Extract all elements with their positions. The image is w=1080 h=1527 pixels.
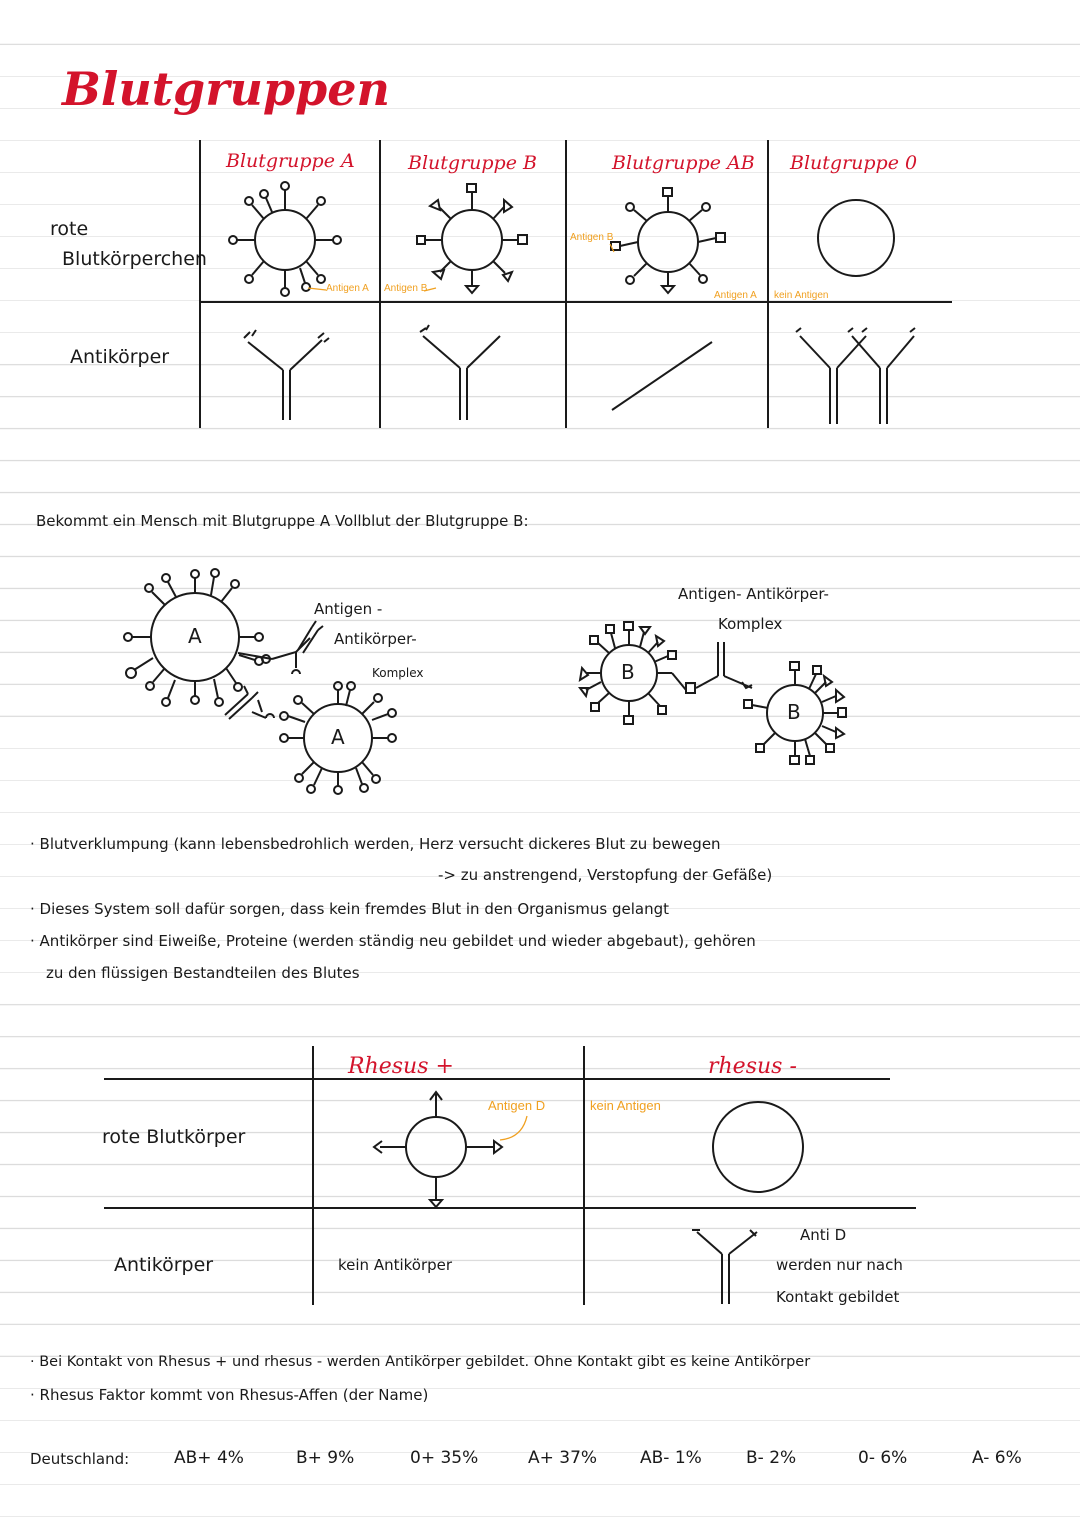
annotation-antigen-d: Antigen D [488, 1098, 546, 1113]
germany-item: AB- 1% [640, 1448, 702, 1468]
cell-label-a-1: A [188, 624, 202, 648]
rhesus-negative-cell [713, 1102, 803, 1192]
germany-item: B+ 9% [296, 1448, 355, 1468]
antibody-complex-left [225, 621, 323, 719]
transfusion-heading: Bekommt ein Mensch mit Blutgruppe A Vollblut der Blutgruppe B: [36, 512, 529, 530]
row-label-rbc-line2: Blutkörperchen [62, 248, 207, 270]
complex-left-line2: Antikörper- [334, 630, 417, 648]
anti-d-line2: werden nur nach [776, 1256, 903, 1274]
germany-item: A+ 37% [528, 1448, 598, 1468]
annotation-rhesus-no-antigen: kein Antigen [590, 1098, 661, 1113]
note-3-continuation: zu den flüssigen Bestandteilen des Blutes [46, 964, 360, 982]
annotation-antigen-b: Antigen B [384, 283, 428, 294]
note-1: · Blutverklumpung (kann lebensbedrohlich werden, Herz versucht dickeres Blut zu bewegen [30, 835, 721, 853]
column-header-b: Blutgruppe B [408, 152, 537, 174]
rhesus-negative-header: rhesus - [708, 1054, 797, 1079]
cell-label-b-2: B [787, 700, 801, 724]
annotation-antigen-a: Antigen A [326, 283, 369, 294]
note-3-text: Antikörper sind Eiweiße, Proteine (werden ständig neu gebildet und wieder abgebaut), gehören [39, 932, 756, 950]
note-2: · Dieses System soll dafür sorgen, dass kein fremdes Blut in den Organismus gelangt [30, 900, 669, 918]
rhesus-note-2: · Rhesus Faktor kommt von Rhesus-Affen (der Name) [30, 1386, 429, 1404]
row-label-rbc-line1: rote [50, 218, 89, 240]
column-header-a: Blutgruppe A [226, 150, 355, 172]
annotation-antigen-b-ab: Antigen B [570, 232, 614, 243]
rhesus-positive-header: Rhesus + [348, 1054, 454, 1079]
column-header-0: Blutgruppe 0 [790, 152, 918, 174]
rhesus-note-1: · Bei Kontakt von Rhesus + und rhesus - werden Antikörper gebildet. Ohne Kontakt gibt es keine Antikörper [30, 1354, 811, 1370]
germany-label: Deutschland: [30, 1450, 130, 1468]
rhesus-no-antibody: kein Antikörper [338, 1256, 453, 1274]
page-title: Blutgruppen [62, 62, 390, 116]
note-3: · Antikörper sind Eiweiße, Proteine (werden ständig neu gebildet und wieder abgebaut), gehören [30, 932, 756, 950]
germany-item: AB+ 4% [174, 1448, 244, 1468]
complex-right-line2: Komplex [718, 615, 783, 633]
annotation-antigen-a-ab: Antigen A [714, 290, 757, 301]
rhesus-row-antibody: Antikörper [114, 1254, 214, 1276]
no-antibody-stroke [612, 342, 712, 410]
note-2-text: Dieses System soll dafür sorgen, dass kein fremdes Blut in den Organismus gelangt [39, 900, 669, 918]
germany-item: 0- 6% [858, 1448, 908, 1468]
antibody-b-diagram [420, 325, 500, 420]
rbc-0-diagram [818, 200, 894, 276]
anti-d-line1: Anti D [800, 1226, 847, 1244]
anti-d-line3: Kontakt gebildet [776, 1288, 900, 1306]
rbc-ab-diagram [611, 188, 725, 293]
germany-item: 0+ 35% [410, 1448, 479, 1468]
cell-label-a-2: A [331, 725, 345, 749]
antibody-a-diagram [244, 330, 329, 420]
antibody-complex-right [672, 642, 752, 693]
complex-left-line1: Antigen - [314, 600, 383, 618]
antibody-0-diagram [796, 328, 915, 424]
rbc-b-diagram [417, 184, 527, 293]
germany-item: B- 2% [746, 1448, 797, 1468]
rhesus-positive-cell [374, 1092, 502, 1207]
note-1-text: Blutverklumpung (kann lebensbedrohlich werden, Herz versucht dickeres Blut zu bewegen [39, 835, 721, 853]
column-header-ab: Blutgruppe AB [612, 152, 755, 174]
complex-left-line3: Komplex [372, 666, 424, 680]
cell-label-b-1: B [621, 660, 635, 684]
rhesus-row-rbc: rote Blutkörper [102, 1126, 246, 1148]
annotation-no-antigen: kein Antigen [774, 290, 829, 301]
anti-d-antibody [692, 1230, 757, 1304]
rbc-a-diagram [229, 182, 341, 296]
note-1-continuation: -> zu anstrengend, Verstopfung der Gefäße) [438, 866, 773, 884]
complex-right-line1: Antigen- Antikörper- [678, 585, 829, 603]
row-label-antibody: Antikörper [70, 346, 170, 368]
germany-item: A- 6% [972, 1448, 1022, 1468]
